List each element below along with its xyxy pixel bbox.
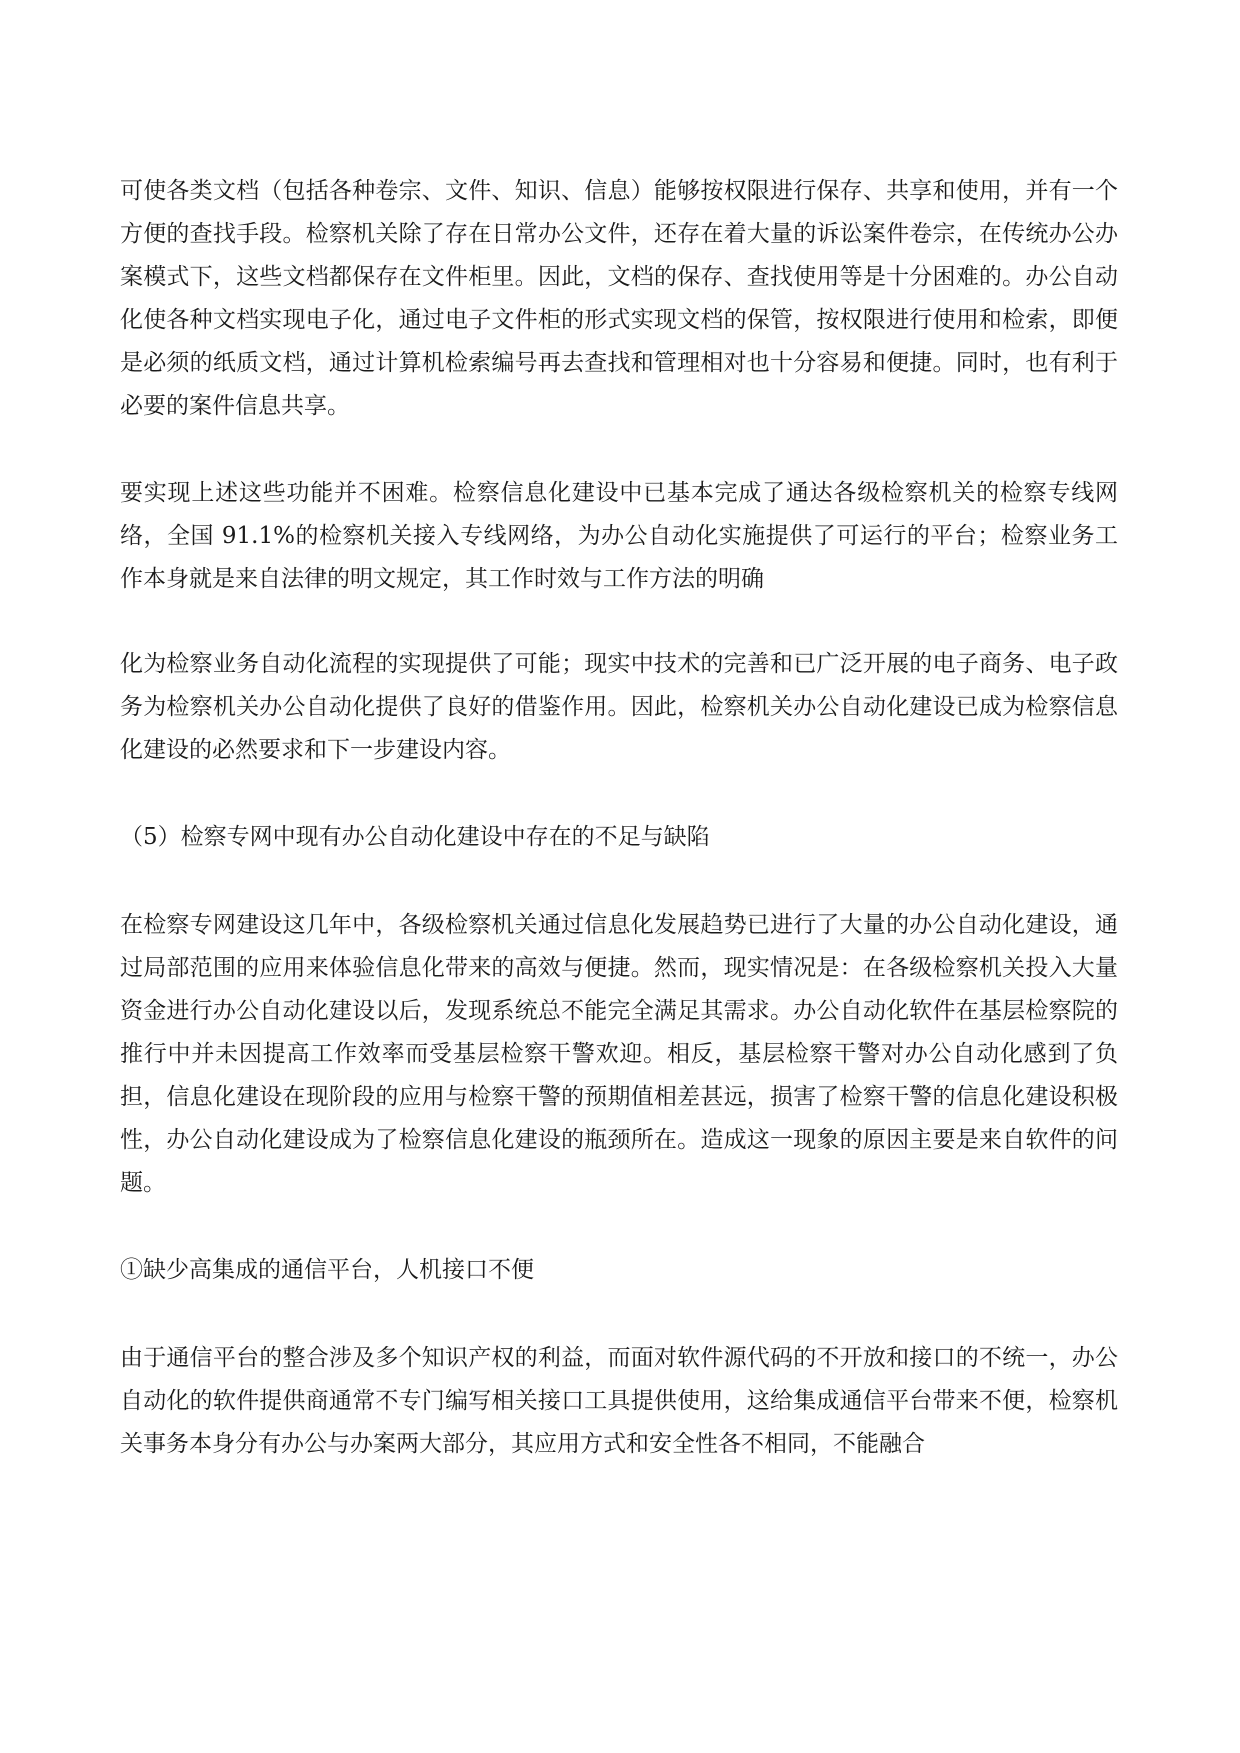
section-heading-deficiencies: （5）检察专网中现有办公自动化建设中存在的不足与缺陷 — [120, 824, 710, 850]
subheading-communication-platform: ①缺少高集成的通信平台，人机接口不便 — [120, 1257, 534, 1283]
document-body — [120, 170, 1118, 1466]
paragraph-current-situation: 在检察专网建设这几年中，各级检察机关通过信息化发展趋势已进行了大量的办公自动化建设，通过局部范围的应用来体验信息化带来的高效与便捷。然而，现实情况是：在各级检察机关投入大量资金进行办公自动化建设以后，发现系统总不能完全满足其需求。办公自动化软件在基层检察院的推行中并未因提高工作效率而受基层检察干警欢迎。相反，基层检察干警对办公自动化感到了负担，信息化建设在现阶段的应用与检察干警的预期值相差甚远，损害了检察干警的信息化建设积极性，办公自动化建设成为了检察信息化建设的瓶颈所在。造成这一现象的原因主要是来自软件的问题。 — [120, 912, 1118, 1196]
paragraph-document-management: 可使各类文档（包括各种卷宗、文件、知识、信息）能够按权限进行保存、共享和使用，并有一个方便的查找手段。检察机关除了存在日常办公文件，还存在着大量的诉讼案件卷宗，在传统办公办案模式下，这些文档都保存在文件柜里。因此，文档的保存、查找使用等是十分困难的。办公自动化使各种文档实现电子化，通过电子文件柜的形式实现文档的保管，按权限进行使用和检索，即便是必须的纸质文档，通过计算机检索编号再去查找和管理相对也十分容易和便捷。同时，也有利于必要的案件信息共享。 — [120, 178, 1118, 419]
paragraph-feasibility: 要实现上述这些功能并不困难。检察信息化建设中已基本完成了通达各级检察机关的检察专线网络，全国 91.1%的检察机关接入专线网络，为办公自动化实施提供了可运行的平台；检察业务工作本身就是来自法律的明文规定，其工作时效与工作方法的明确 — [120, 480, 1118, 592]
paragraph-communication-platform: 由于通信平台的整合涉及多个知识产权的利益，而面对软件源代码的不开放和接口的不统一，办公自动化的软件提供商通常不专门编写相关接口工具提供使用，这给集成通信平台带来不便，检察机关事务本身分有办公与办案两大部分，其应用方式和安全性各不相同，不能融合 — [120, 1345, 1118, 1457]
paragraph-feasibility-continued: 化为检察业务自动化流程的实现提供了可能；现实中技术的完善和已广泛开展的电子商务、电子政务为检察机关办公自动化提供了良好的借鉴作用。因此，检察机关办公自动化建设已成为检察信息化建设的必然要求和下一步建设内容。 — [120, 651, 1118, 763]
